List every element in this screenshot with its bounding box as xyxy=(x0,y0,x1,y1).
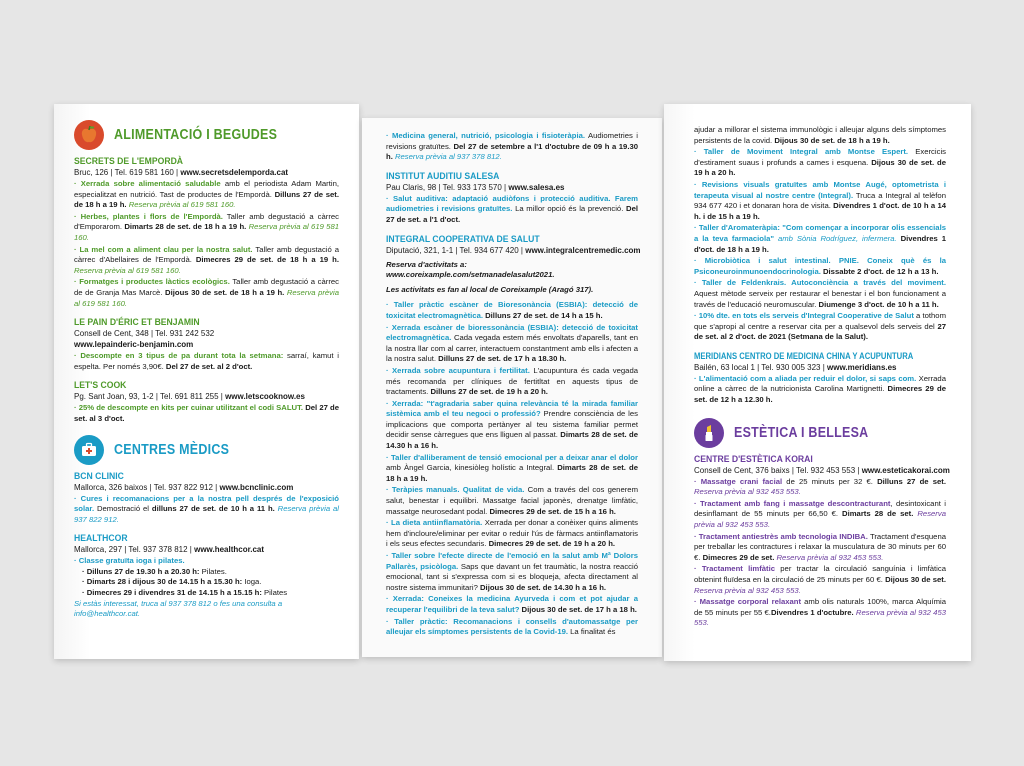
event-text: Cada vegada estem més envoltats d'aparells, tant en la nostra llar com al carrer, interactuem constantment amb ells i afecten a la nostra salut. xyxy=(386,333,638,364)
reservation-info: Reserva d'activitats a: xyxy=(386,259,467,269)
event-highlight: · Massatge crani facial xyxy=(694,476,783,486)
venue-name: CENTRE D'ESTÈTICA KORAI xyxy=(694,453,813,465)
event-text: Prendre consciència de les implicacions que comporta pertànyer al teu sistema familiar permet decidir sense càrregues que ens lliguen al passat. xyxy=(386,409,638,440)
schedule-time: · Dimarts 28 i dijous 30 de 14.15 h a 15.30 h: xyxy=(82,577,243,587)
event-highlight: · Tractament antiestrès amb tecnologia INDIBA. xyxy=(694,531,868,541)
event-date: Del 27 de set. al 3 d'oct. xyxy=(74,403,339,423)
address-text: Diputació, 321, 1-1 | Tel. 934 677 420 | xyxy=(386,245,526,255)
event-item xyxy=(386,453,638,485)
event-date: Dijous 30 de set. xyxy=(885,575,946,584)
address-text: Bailén, 63 local 1 | Tel. 930 005 323 | xyxy=(694,362,827,372)
website-link[interactable]: www.lepainderic-benjamin.com xyxy=(74,340,194,350)
event-item xyxy=(386,485,638,517)
event-highlight: · 10% dte. en tots els serveis d'Integral Cooperative de Salut xyxy=(694,311,914,321)
event-date: Dilluns 27 de set. de 18 h a 19 h. xyxy=(74,189,340,210)
event-date: Dilluns 27 de set. de 14 h a 15 h. xyxy=(482,310,603,320)
venue-website[interactable] xyxy=(74,339,339,350)
event-item xyxy=(694,223,946,255)
event-highlight: · 25% de descompte en kits per cuinar utilitzant el codi SALUT. xyxy=(74,403,304,413)
event-highlight: · Xerrada sobre acupuntura i fertilitat. xyxy=(386,365,530,375)
reservation-url[interactable]: www.coreixample.com/setmanadelasalut2021. xyxy=(386,270,555,280)
venue-name: LE PAIN D'ÉRIC ET BENJAMIN xyxy=(74,317,200,329)
event-date: dilluns 27 de set. de 10 h a 11 h. xyxy=(151,504,275,514)
venue-name: INSTITUT AUDITIU SALESA xyxy=(386,170,500,182)
event-highlight: · L'alimentació com a aliada per reduir el dolor, si saps com. xyxy=(694,373,917,383)
event-text: ajudar a millorar el sistema immunològic i alleujar alguns dels símptomes persistents de la covid. xyxy=(694,125,946,145)
event-item xyxy=(386,300,638,321)
event-item xyxy=(386,551,638,593)
event-highlight: · Taller de Feldenkrais. Autoconciència a través del moviment. xyxy=(694,278,946,288)
address-text: Pau Claris, 98 | Tel. 933 173 570 | xyxy=(386,182,509,192)
event-date: Diumenge 3 d'oct. de 10 h a 11 h. xyxy=(818,299,939,309)
event-text: amb olis naturals 100%, marca Alquímia de 55 minuts per 55 €. xyxy=(694,597,947,617)
event-text: per tractar la circulació sanguínia i limfàtica obtenint fluïdesa en la circulació de 25 minuts per 60 €. xyxy=(694,564,946,584)
event-reservation: Reserva prèvia al 932 453 553. xyxy=(694,509,946,530)
event-item xyxy=(694,147,946,179)
event-item xyxy=(74,179,339,211)
event-date: Dimecres 29 de set. xyxy=(702,552,775,562)
venue-address xyxy=(386,245,641,256)
event-item xyxy=(386,399,638,452)
schedule-line xyxy=(74,577,339,588)
event-text: La finalitat és xyxy=(568,627,616,637)
event-reservation: Reserva prèvia al 932 453 553. xyxy=(694,585,801,595)
event-text: amb el periodista Adam Martin, especialitzat en nutrició. Tast de productes de l'Empordà. xyxy=(74,179,339,199)
event-date: Dimecres 29 de set. de 12 h a 12.30 h. xyxy=(694,384,946,405)
event-date: Dimecres 29 de set. de 15 h a 16 h. xyxy=(489,506,616,516)
event-text: Taller amb degustació a càrrec d'Abellaires de l'Empordà. xyxy=(74,244,340,265)
event-item xyxy=(386,617,638,638)
event-date: Dijous 30 de set. de 17 h a 18 h. xyxy=(519,604,637,614)
event-text: Exercicis d'estirament suaus i profunds a cames i esquena. xyxy=(694,147,947,167)
event-item xyxy=(694,374,946,406)
event-text: sarraí, kamut i espelta. Per només 3,90€. xyxy=(74,351,339,371)
event-highlight: · Tractament limfàtic xyxy=(694,564,776,574)
event-date: Dilluns 27 de set. de 19 h a 20 h. xyxy=(430,387,548,397)
event-item xyxy=(74,351,339,372)
section-title-food: ALIMENTACIÓ I BEGUDES xyxy=(114,127,278,143)
section-header-food xyxy=(74,120,339,150)
event-text: de 25 minuts per 32 €. xyxy=(782,476,878,486)
event-date: Dimarts 28 de set. de 18 h a 19 h. xyxy=(386,463,638,483)
event-item xyxy=(694,597,946,629)
event-date: Divendres 1 d'oct. de 10 h a 14 h. i de 15 h a 19 h. xyxy=(694,201,947,221)
event-highlight: · Descompte en 3 tipus de pa durant tota la setmana: xyxy=(74,351,284,361)
event-date: Dimecres 29 de set. de 19 h a 20 h. xyxy=(488,539,616,549)
venue-website[interactable]: www.esteticakorai.com xyxy=(861,465,950,475)
address-text: Bruc, 126 | Tel. 619 581 160 | xyxy=(74,168,181,177)
event-date: Dilluns 27 de set. de 17 h a 18.30 h. xyxy=(438,354,567,364)
event-reservation: Reserva prèvia al 932 453 553. xyxy=(694,607,946,628)
event-highlight: · Massatge corporal relaxant xyxy=(694,597,802,607)
event-reservation: Reserva prèvia al 932 453 553. xyxy=(694,487,801,497)
event-item xyxy=(74,277,339,309)
venue-website[interactable]: www.salesa.es xyxy=(508,182,565,192)
schedule-line xyxy=(74,567,339,578)
event-date: Del 27 de set. a l'1 d'oct. xyxy=(386,204,638,224)
address-text: Consell de Cent, 376 baixs | Tel. 932 453 553 | xyxy=(694,465,862,475)
venue-address xyxy=(694,362,946,373)
event-text: Taller amb degustació a càrrec de de Granja Mas Marcè. xyxy=(74,277,339,297)
schedule-activity: Pilates. xyxy=(199,566,227,576)
event-date: Dijous 30 de set. de 18 h a 19 h. xyxy=(774,135,890,145)
event-text: amb Sònia Rodríguez, infermera. xyxy=(774,233,901,243)
event-date: Dijous 30 de set. de 19 h a 20 h. xyxy=(694,157,946,178)
contact-note: Si estàs interessat, truca al 937 378 812 o fes una consulta a info@healthcor.cat. xyxy=(74,598,283,619)
event-text: Truca a Integral al telèfon 934 677 420 i et donaran hora de visita. xyxy=(694,190,946,211)
event-date: Dilluns 27 de set. xyxy=(877,476,946,486)
event-item xyxy=(386,594,638,615)
event-date: Dijous 30 de set. de 14.30 h a 16 h. xyxy=(480,582,607,592)
event-item xyxy=(74,556,339,567)
event-item xyxy=(694,311,946,343)
venue-name: HEALTHCOR xyxy=(74,533,128,545)
venue-website[interactable]: www.healthcor.cat xyxy=(194,545,265,555)
event-text: Demostració el xyxy=(94,504,152,514)
event-item xyxy=(694,256,946,277)
event-item xyxy=(694,499,946,531)
schedule-activity: Ioga. xyxy=(242,577,262,587)
venue-website[interactable]: www.secretsdelemporda.cat xyxy=(180,168,289,177)
event-highlight: · Xerrada escàner de bioressonància (ESBIA): detecció de toxicitat electromagnètica. xyxy=(386,322,638,343)
event-item xyxy=(74,212,339,244)
event-date: 27 de set. al 2 d'oct. de 2021 (Setmana de la Salut). xyxy=(694,321,946,342)
event-item xyxy=(694,564,946,596)
event-item xyxy=(74,494,339,526)
event-item xyxy=(694,477,946,498)
event-text: Aquest mètode serveix per restaurar el benestar i el bon funcionament a través de l'educació neuromuscular. xyxy=(694,288,946,309)
event-highlight: · Classe gratuïta ioga i pilates. xyxy=(74,556,185,566)
event-highlight: · La mel com a aliment clau per la nostra salut. xyxy=(74,244,253,254)
event-item xyxy=(386,194,638,226)
venue-address xyxy=(74,167,339,178)
venue-address xyxy=(74,544,339,555)
event-reservation: Reserva prèvia al 619 581 160. xyxy=(126,200,236,210)
venue-website[interactable]: www.bcnclinic.com xyxy=(219,482,294,492)
event-highlight: · Xerrada: Coneixes la medicina Ayurveda i com et pot ajudar a recuperar l'equilibri de la teva salut? xyxy=(386,594,638,614)
first-aid-kit-icon xyxy=(74,435,104,465)
event-date: Del 27 de set. al 2 d'oct. xyxy=(165,361,253,371)
event-item xyxy=(386,366,638,398)
venue-name: MERIDIANS CENTRO DE MEDICINA CHINA Y ACUPUNTURA xyxy=(694,350,914,362)
event-date: Dimecres 29 de set. de 18 h a 19 h. xyxy=(195,255,339,265)
event-text: Saps que davant un fet traumàtic, la nostra reacció emocional, tant si s'expressa com si es bloqueja, afecta directament al nostre sistema immunitari? xyxy=(386,561,638,592)
event-item xyxy=(74,245,339,277)
event-highlight: · Taller de Moviment Integral amb Montse Espert. xyxy=(694,147,909,157)
event-date: Dimarts 28 de set. de 18 h a 19 h. xyxy=(124,222,247,232)
event-text: La millor opció és la prevenció. xyxy=(512,204,627,214)
event-date: Dimarts 28 de set. xyxy=(842,509,914,519)
apple-icon xyxy=(74,120,104,150)
event-text: Xerrada per donar a conèixer quins aliments hem d'incloure/eliminar per evitar o reduir l'ús de fàrmacs antiinflamatoris i els seus efectes secundaris. xyxy=(386,518,638,549)
venue-address xyxy=(386,182,638,193)
event-reservation: Reserva prèvia al 937 822 912. xyxy=(74,504,339,524)
venue-address xyxy=(74,391,339,402)
event-highlight: · Medicina general, nutrició, psicologia i fisioteràpia. xyxy=(386,131,586,140)
event-highlight: · Teràpies manuals. Qualitat de vida. xyxy=(386,485,525,495)
venue-name: LET'S COOK xyxy=(74,380,127,392)
event-highlight: · Herbes, plantes i flors de l'Empordà. xyxy=(74,211,223,221)
event-item xyxy=(386,131,638,163)
event-highlight: · Xerrada: "t'agradaria saber quina relevància té la mirada familiar sistèmica amb el teu negoci o professió? xyxy=(386,398,638,419)
venue-website[interactable]: www.meridians.es xyxy=(827,362,897,372)
address-text: Mallorca, 297 | Tel. 937 378 812 | xyxy=(74,545,195,555)
event-item xyxy=(74,403,339,424)
event-item xyxy=(386,323,638,365)
event-text: Com a través del cos generem salut, benestar i equilibri. Massatge facial japonès, drenatge limfàtic, massatge neurosedant podal. xyxy=(386,485,638,516)
event-highlight: · Tractament amb fang i massatge descontracturant xyxy=(694,498,891,508)
address-text: Pg. Sant Joan, 93, 1-2 | Tel. 691 811 255 | xyxy=(74,392,226,402)
section-title-beauty: ESTÈTICA I BELLESA xyxy=(734,424,869,441)
lipstick-icon xyxy=(694,418,724,448)
event-highlight: · Revisions visuals gratuïtes amb Montse Augé, optometrista i terapeuta visual al nostre centre (Integral). xyxy=(694,179,946,200)
section-title-medical: CENTRES MÈDICS xyxy=(114,441,230,458)
event-date: Dijous 30 de set. de 18 h a 19 h. xyxy=(165,287,285,297)
event-highlight: · Taller d'alliberament de tensió emocional per a deixar anar el dolor xyxy=(386,452,638,462)
event-item xyxy=(386,518,638,550)
event-reservation: Reserva prèvia al 619 581 160. xyxy=(74,287,340,308)
event-highlight: · Cures i recomanacions per a la nostra pell després de l'exposició solar. xyxy=(74,493,339,514)
schedule-line xyxy=(74,588,339,599)
event-text: Tractament d'esquena per treballar les contractures i relaxar la musculatura de 30 minuts per 60 €. xyxy=(694,531,947,562)
venue-name: BCN CLINIC xyxy=(74,470,124,482)
event-text: , desintoxicant i desinflamant de 55 minuts per 66,50 €. xyxy=(694,498,946,519)
event-item xyxy=(694,278,946,310)
schedule-time: · Dimecres 29 i divendres 31 de 14.15 h a 15.15 h: xyxy=(82,588,262,598)
address-text: Mallorca, 326 baixos | Tel. 937 822 912 | xyxy=(74,482,220,492)
event-text: Taller amb degustació a càrrec d'Emporarom. xyxy=(74,211,339,232)
event-item xyxy=(694,180,946,222)
event-date: Dissabte 2 d'oct. de 12 h a 13 h. xyxy=(820,266,939,276)
event-highlight: · Taller pràctic: Recomanacions i consells d'automassatge per alleujar els símptomes persistents de la Covid-19. xyxy=(386,616,638,637)
event-reservation: Reserva prèvia al 619 581 160. xyxy=(74,222,340,242)
venue-name: SECRETS DE L'EMPORDÀ xyxy=(74,156,184,167)
event-date: Dimarts 28 de set. de 14.30 h a 16 h. xyxy=(386,430,638,451)
event-text: Xerrada online a càrrec de la nutricionista Carolina Martignetti. xyxy=(694,373,946,394)
event-reservation: Reserva prèvia al 937 378 812. xyxy=(392,152,502,162)
venue-website[interactable]: www.integralcentremedic.com xyxy=(525,245,641,255)
event-reservation: Reserva prèvia al 619 581 160. xyxy=(74,265,181,275)
event-reservation: Reserva prèvia al 932 453 553. xyxy=(774,552,884,562)
schedule-activity: Pilates xyxy=(261,588,288,598)
event-text: amb Àngel Garcia, kinesiòleg holístic a Integral. xyxy=(386,463,558,473)
venue-name: INTEGRAL COOPERATIVA DE SALUT xyxy=(386,233,540,245)
venue-website[interactable]: www.letscooknow.es xyxy=(225,392,305,402)
section-header-beauty xyxy=(694,418,946,448)
event-highlight: · Taller d'Aromateràpia: "Com començar a incorporar olis essencials a la teva farmaciola" xyxy=(694,223,946,243)
event-highlight: · Taller pràctic escàner de Bioresonància (ESBIA): detecció de toxicitat electromagnètica. xyxy=(386,300,638,320)
location-info: Les activitats es fan al local de Coreixample (Aragó 317). xyxy=(386,284,594,294)
event-highlight: · La dieta antiinflamatòria. xyxy=(386,518,483,528)
venue-address: Consell de Cent, 348 | Tel. 931 242 532 xyxy=(74,329,215,339)
event-highlight: · Taller sobre l'efecte directe de l'emoció en la salut amb Mª Dolors Pallarès, psicòloga. xyxy=(386,551,638,571)
brochure-panel-left xyxy=(54,104,359,659)
event-highlight: · Xerrada sobre alimentació saludable xyxy=(74,179,221,188)
event-item xyxy=(694,532,946,564)
event-date: Divendres 1 d'octubre. xyxy=(770,607,854,617)
venue-address xyxy=(74,482,339,493)
event-date: Divendres 1 d'oct. de 18 h a 19 h. xyxy=(694,233,946,254)
section-header-medical xyxy=(74,435,339,465)
schedule-time: · Dilluns 27 de 19.30 h a 20.30 h: xyxy=(82,566,200,576)
event-highlight: · Salut auditiva: adaptació audiòfons i protecció auditiva. Farem audiometries i revisions gratuïtes. xyxy=(386,193,638,214)
venue-address xyxy=(694,465,950,476)
brochure-panel-center xyxy=(362,118,662,657)
event-text: a tothom que s'apropi al centre a reservar cita per a qualsevol dels serveis del xyxy=(694,311,946,331)
event-highlight: · Formatges i productes làctics ecològics. xyxy=(74,277,230,287)
event-text: L'acupuntura és cada vegada més recomanda per clíniques de fertitltat en aquests tipus de tractaments. xyxy=(386,365,638,397)
brochure-panel-right xyxy=(664,104,971,661)
event-highlight: · Microbiòtica i salut intestinal. PNIE. Coneix què és la Psiconeuroinmunoendocrinologia. xyxy=(694,256,946,276)
event-text: Audiometries i revisions gratuïtes. xyxy=(386,131,639,151)
event-date: Del 27 de setembre a l'1 d'octubre de 09 h a 19.30 h. xyxy=(386,141,639,162)
event-item xyxy=(694,125,946,146)
